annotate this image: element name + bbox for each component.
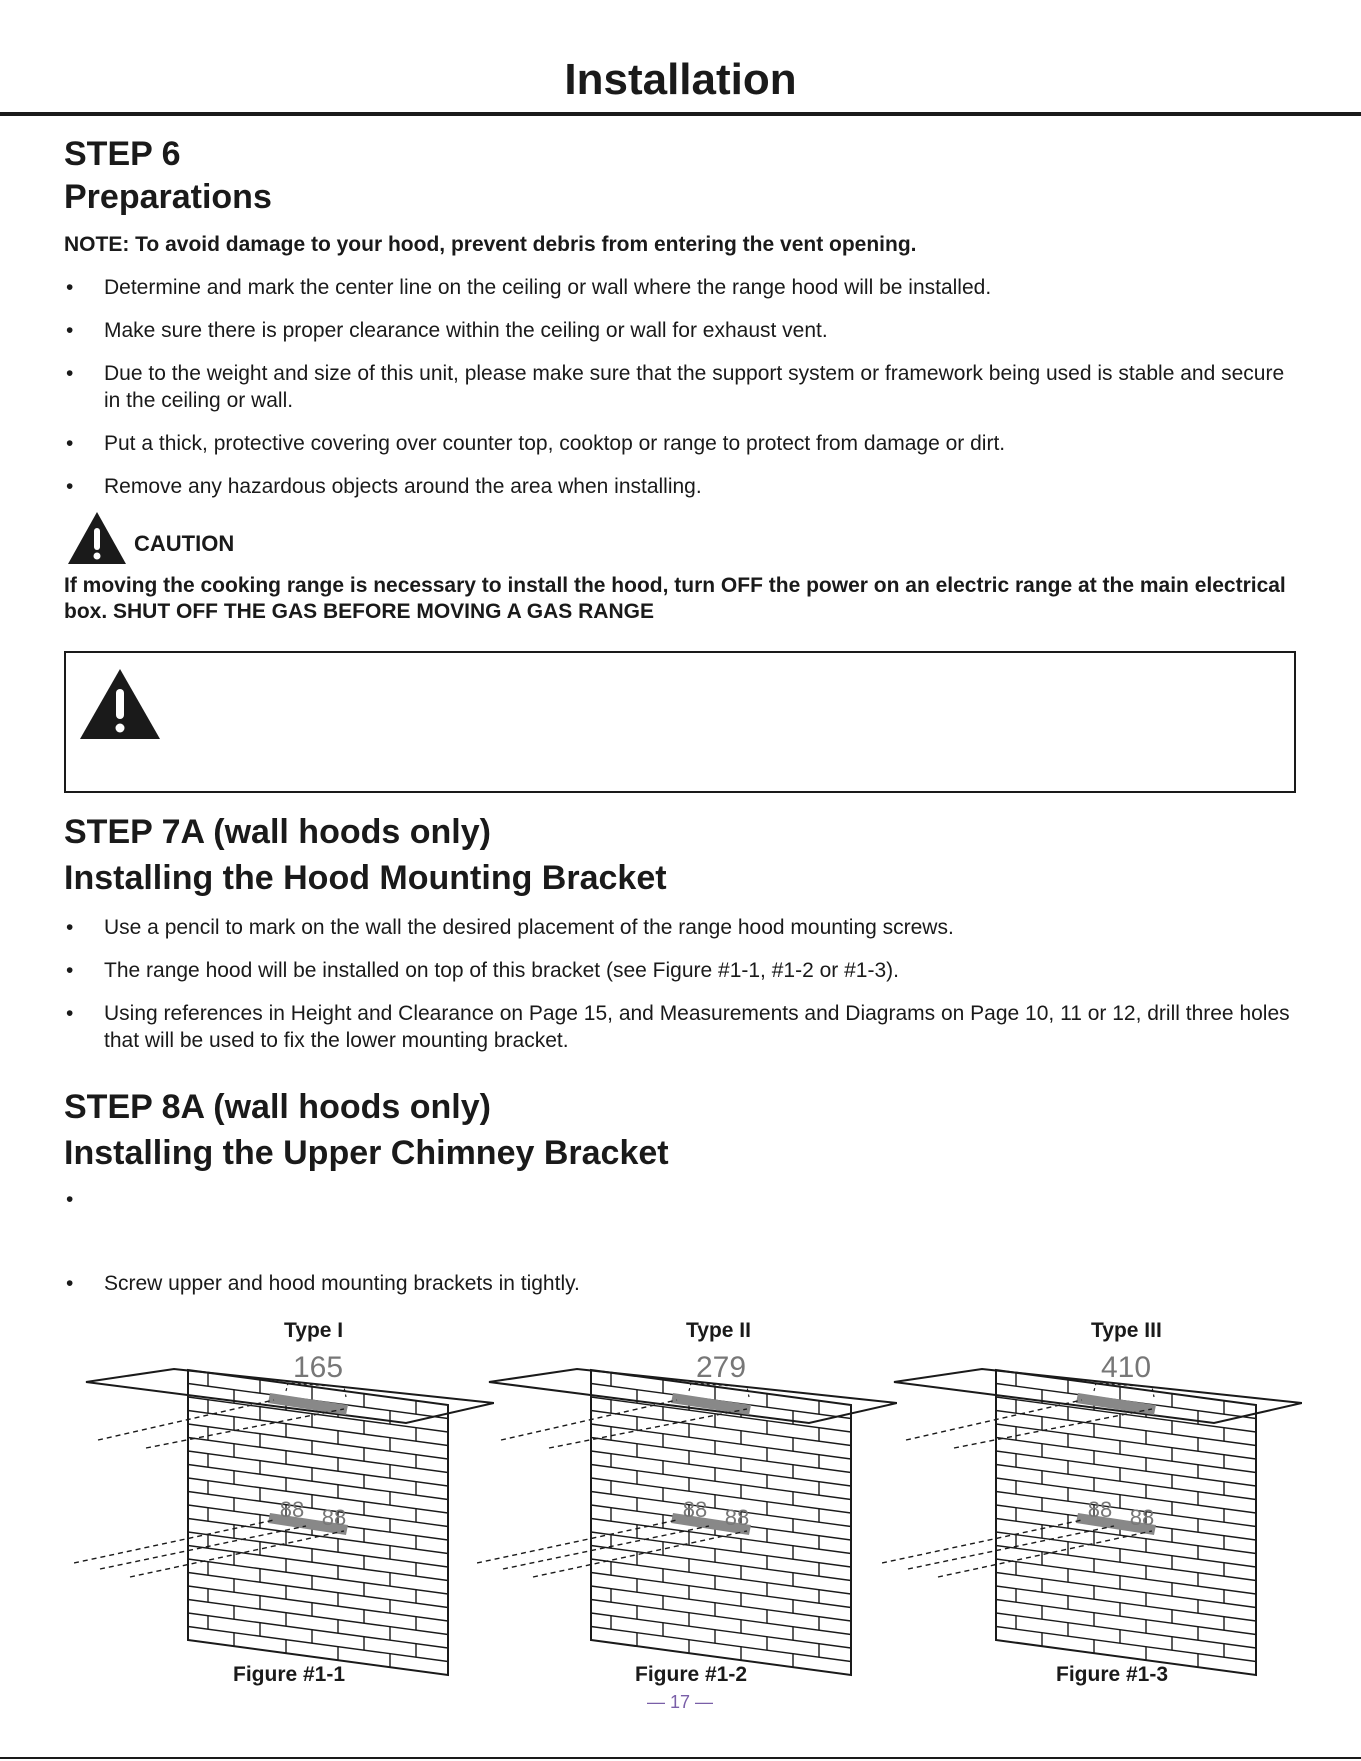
warning-triangle-icon <box>78 667 162 741</box>
step7a-title: Installing the Hood Mounting Bracket <box>64 859 667 897</box>
step7a-bullet-list <box>64 914 1304 1070</box>
step8a-label: STEP 8A (wall hoods only) <box>64 1088 491 1126</box>
figure-1-caption: Figure #1-1 <box>233 1663 346 1686</box>
list-item: • Using references in Height and Clearance on Page 15, and Measurements and Diagrams on Page 10, 11 or 12, drill three holes that will be used to fix the lower mounting bracket. <box>64 1000 1304 1054</box>
figure-3-caption: Figure #1-3 <box>1056 1663 1169 1686</box>
step6-title: Preparations <box>64 178 272 216</box>
figure-2-wall-diagram <box>477 1345 897 1680</box>
empty-bullet: • <box>66 1188 74 1211</box>
figure-1-wall-diagram <box>74 1345 494 1680</box>
figure-dimension-right: 88 <box>724 1505 750 1530</box>
warning-triangle-icon <box>66 510 128 566</box>
list-item: • The range hood will be installed on top of this bracket (see Figure #1-1, #1-2 or #1-3). <box>64 957 1304 984</box>
list-item: • Make sure there is proper clearance within the ceiling or wall for exhaust vent. <box>64 317 1304 344</box>
figure-2-type: Type II <box>686 1319 751 1342</box>
step6-note: NOTE: To avoid damage to your hood, prevent debris from entering the vent opening. <box>64 233 917 256</box>
step6-bullet-list <box>64 274 1304 516</box>
title-rule <box>0 112 1361 116</box>
figure-dimension-right: 88 <box>1129 1505 1155 1530</box>
list-item: • Determine and mark the center line on the ceiling or wall where the range hood will be installed. <box>64 274 1304 301</box>
step8a-title: Installing the Upper Chimney Bracket <box>64 1134 669 1172</box>
step7a-label: STEP 7A (wall hoods only) <box>64 813 491 851</box>
figure-dimension-width: 165 <box>292 1351 344 1384</box>
figure-dimension-width: 410 <box>1100 1351 1152 1384</box>
list-item: • Due to the weight and size of this unit, please make sure that the support system or framework being used is stable and secure in the ceiling or wall. <box>64 360 1304 414</box>
caution-text: If moving the cooking range is necessary to install the hood, turn OFF the power on an electric range at the main electrical box. SHUT OFF THE GAS BEFORE MOVING A GAS RANGE <box>64 574 1286 623</box>
caution-label: CAUTION <box>134 531 235 556</box>
bottom-rule <box>0 1757 1361 1759</box>
list-item: • Put a thick, protective covering over counter top, cooktop or range to protect from damage or dirt. <box>64 430 1304 457</box>
list-item: • Remove any hazardous objects around the area when installing. <box>64 473 1304 500</box>
figure-1-type: Type I <box>284 1319 344 1342</box>
warning-box <box>64 651 1296 793</box>
figure-2-caption: Figure #1-2 <box>635 1663 748 1686</box>
list-item: • Use a pencil to mark on the wall the desired placement of the range hood mounting screws. <box>64 914 1304 941</box>
list-item: • Screw upper and hood mounting brackets in tightly. <box>64 1270 1304 1297</box>
caution-row <box>66 510 235 570</box>
figure-3-type: Type III <box>1091 1319 1162 1342</box>
figure-dimension-left: 88 <box>1087 1497 1113 1522</box>
figure-dimension-left: 88 <box>682 1497 708 1522</box>
figure-dimension-width: 279 <box>695 1351 747 1384</box>
step8a-bullet-list <box>64 1270 1304 1313</box>
page-number: — 17 — <box>646 1692 714 1712</box>
figure-3-wall-diagram <box>882 1345 1302 1680</box>
page-title: Installation <box>564 55 797 104</box>
step6-label: STEP 6 <box>64 135 181 173</box>
figure-dimension-left: 88 <box>279 1497 305 1522</box>
figure-dimension-right: 88 <box>321 1505 347 1530</box>
